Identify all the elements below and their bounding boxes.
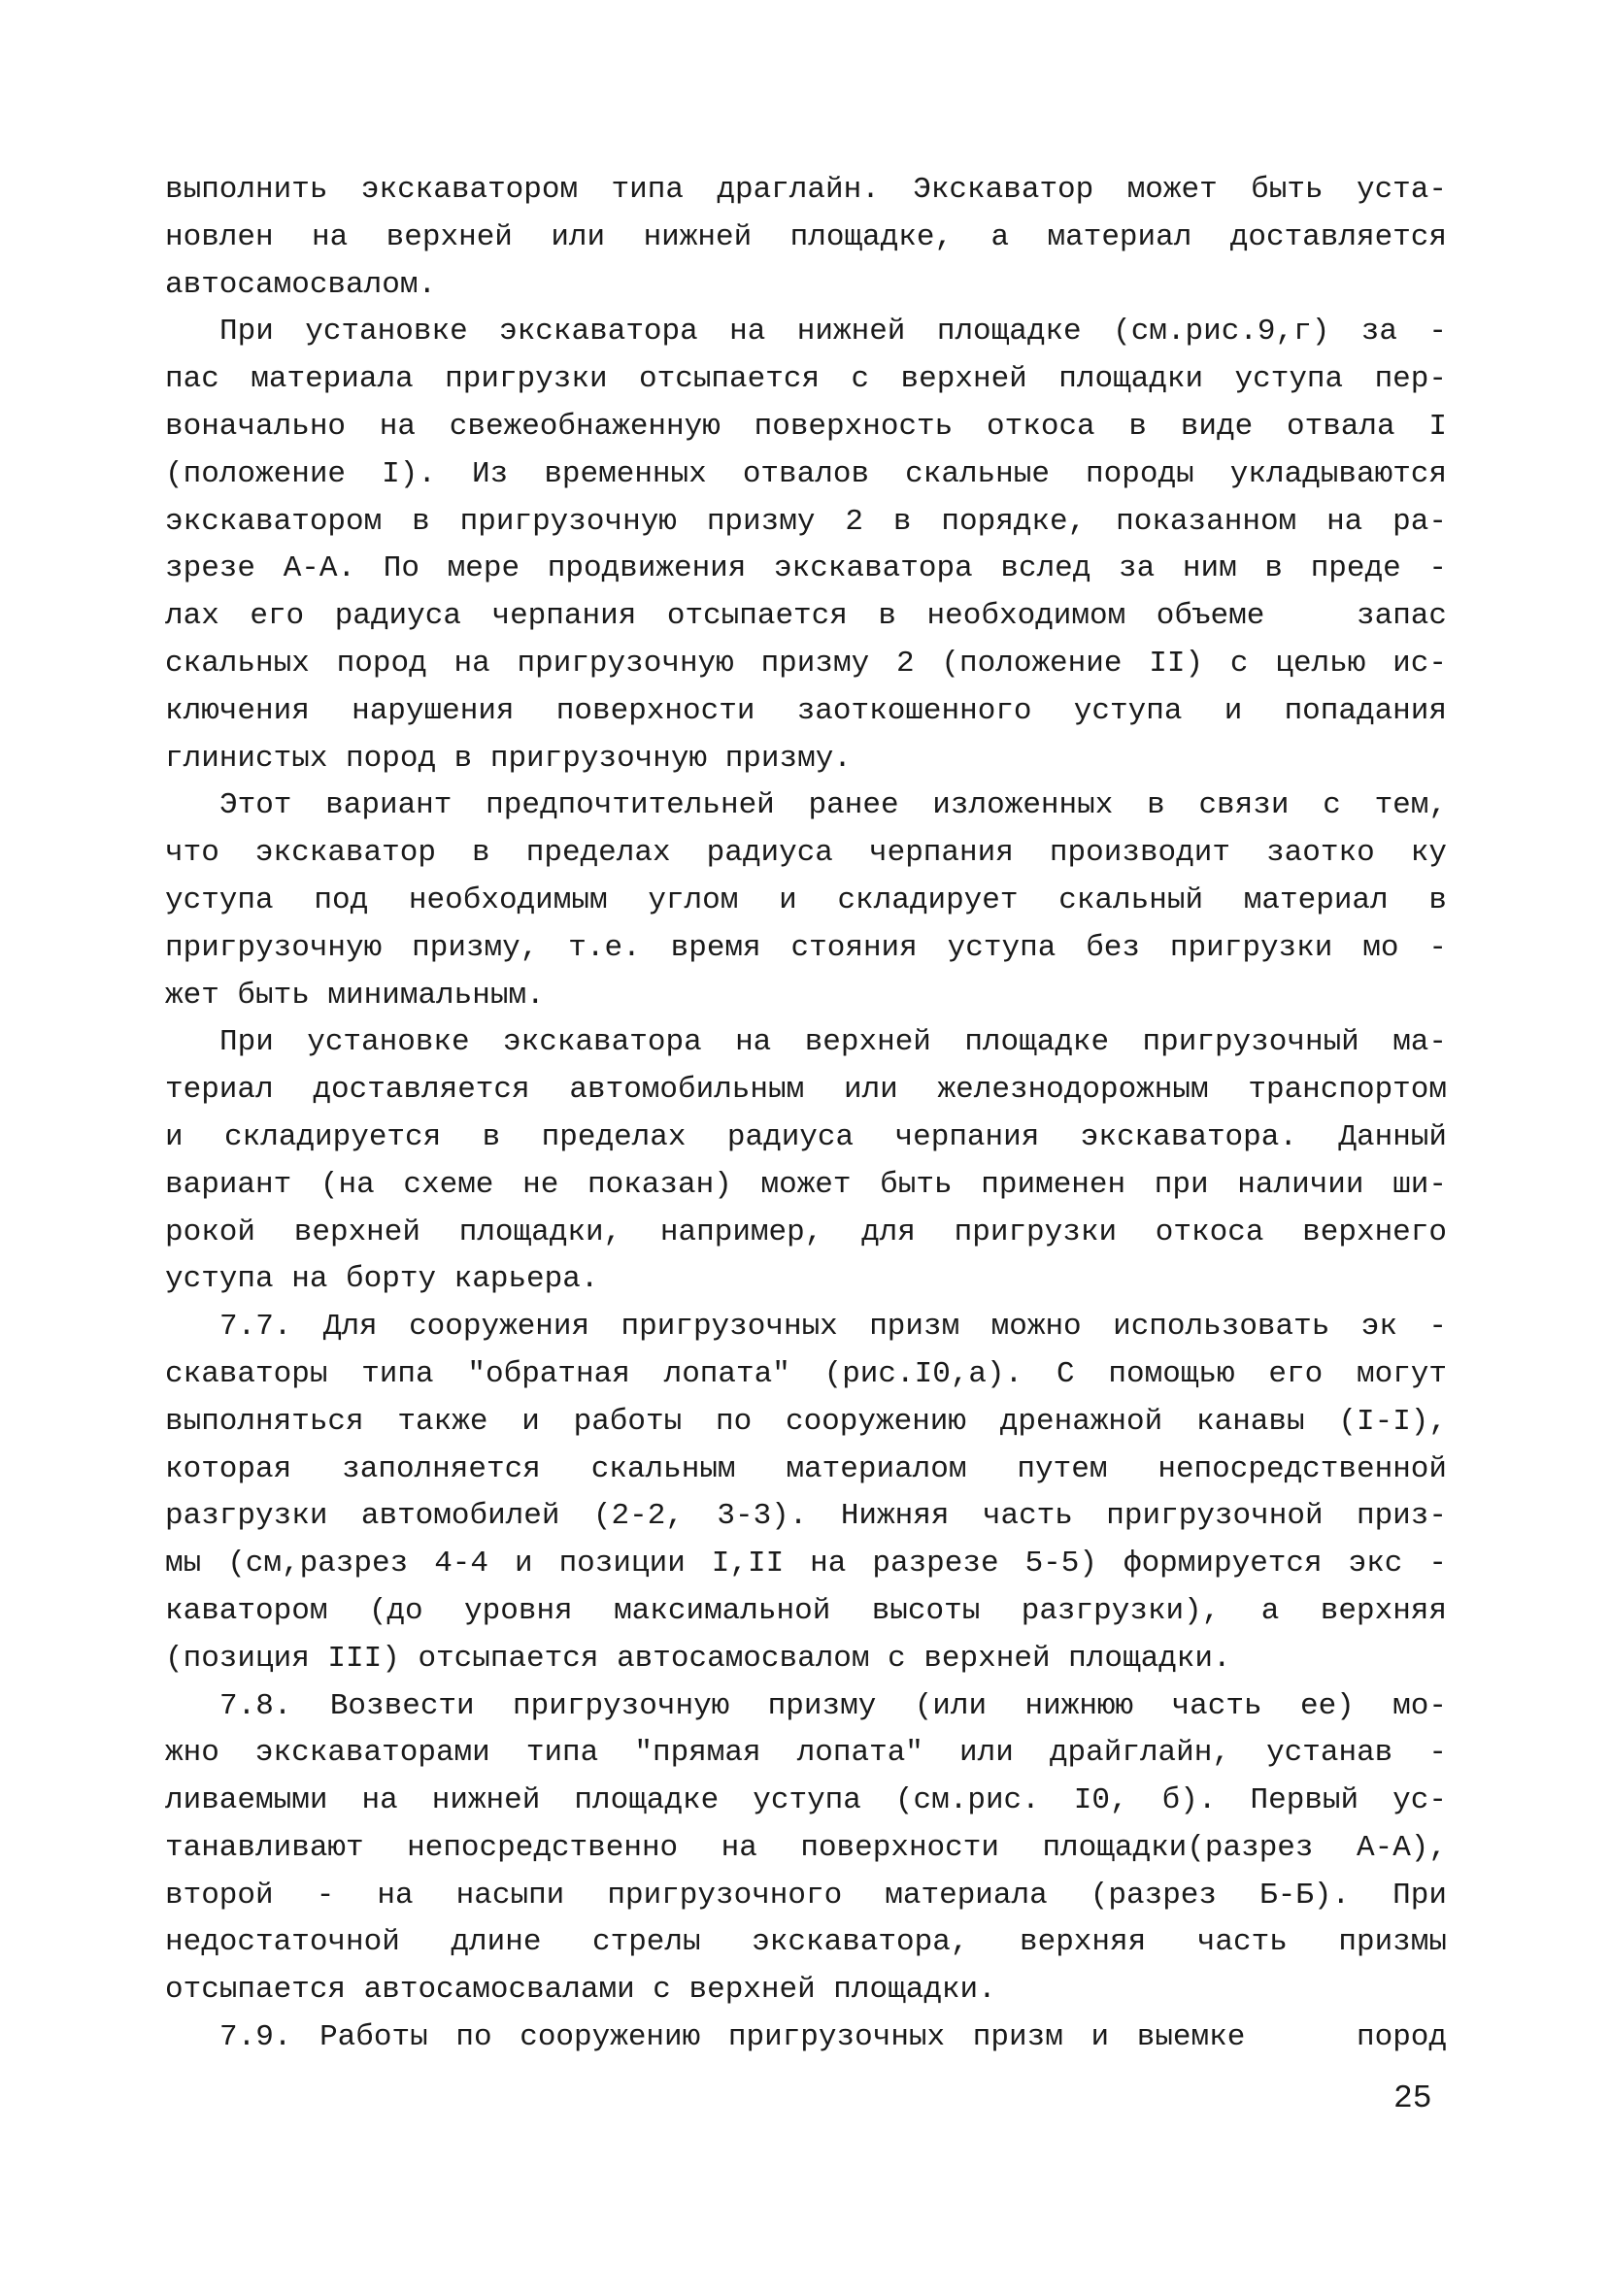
text-line: каватором (до уровня максимальной высоты разгрузки), а верхняя xyxy=(165,1593,1447,1628)
text-line: ливаемыми на нижней площадке уступа (см.рис. I0, б). Первый ус- xyxy=(165,1783,1447,1818)
paragraph xyxy=(165,1683,1447,2015)
text-line: которая заполняется скальным материалом путем непосредственной xyxy=(165,1451,1447,1486)
text-line: танавливают непосредственно на поверхности площадки(разрез А-А), xyxy=(165,1830,1447,1865)
text-line: и складируется в пределах радиуса черпания экскаватора. Данный xyxy=(165,1119,1447,1154)
text-line: пас материала пригрузки отсыпается с верхней площадки уступа пер- xyxy=(165,362,1447,397)
text-line: выполнить экскаватором типа драглайн. Экскаватор может быть уста- xyxy=(165,173,1447,207)
text-line: 7.7. Для сооружения пригрузочных призм можно использовать эк - xyxy=(219,1310,1447,1345)
text-line: рокой верхней площадки, например, для пригрузки откоса верхнего xyxy=(165,1215,1447,1249)
text-line: уступа под необходимым углом и складирует скальный материал в xyxy=(165,882,1447,917)
text-line: скальных пород на пригрузочную призму 2 (положение II) с целью ис- xyxy=(165,646,1447,681)
text-line: 7.9. Работы по сооружению пригрузочных призм и выемке пород xyxy=(219,2020,1447,2055)
text-line: воначально на свежеобнаженную поверхность откоса в виде отвала I xyxy=(165,409,1447,444)
text-line: что экскаватор в пределах радиуса черпания производит заотко ку xyxy=(165,836,1447,871)
text-line: пригрузочную призму, т.е. время стояния уступа без пригрузки мо - xyxy=(165,930,1447,965)
text-line: жет быть минимальным. xyxy=(165,978,545,1013)
text-line: автосамосвалом. xyxy=(165,267,437,302)
paragraph xyxy=(165,1304,1447,1682)
text-line: отсыпается автосамосвалами с верхней площадки. xyxy=(165,1973,996,2008)
text-line: териал доставляется автомобильным или железнодорожным транспортом xyxy=(165,1073,1447,1108)
text-line: лах его радиуса черпания отсыпается в необходимом объеме запас xyxy=(165,599,1447,634)
paragraph xyxy=(165,309,1447,782)
text-line: При установке экскаватора на нижней площадке (см.рис.9,г) за - xyxy=(219,315,1447,349)
text-line: Этот вариант предпочтительней ранее изложенных в связи с тем, xyxy=(219,788,1447,823)
text-line: (положение I). Из временных отвалов скальные породы укладываются xyxy=(165,456,1447,491)
text-line: скаваторы типа "обратная лопата" (рис.I0,а). С помощью его могут xyxy=(165,1356,1447,1391)
document-body xyxy=(165,167,1447,2062)
page-number: 25 xyxy=(1393,2080,1432,2116)
text-line: ключения нарушения поверхности заоткошенного уступа и попадания xyxy=(165,693,1447,728)
text-line: недостаточной длине стрелы экскаватора, верхняя часть призмы xyxy=(165,1925,1447,1960)
paragraph xyxy=(165,1019,1447,1304)
text-line: экскаватором в пригрузочную призму 2 в порядке, показанном на ра- xyxy=(165,504,1447,539)
paragraph xyxy=(165,2014,1447,2062)
text-line: зрезе А-А. По мере продвижения экскаватора вслед за ним в преде - xyxy=(165,551,1447,586)
text-line: 7.8. Возвести пригрузочную призму (или нижнюю часть ее) мо- xyxy=(219,1688,1447,1723)
text-line: разгрузки автомобилей (2-2, 3-3). Нижняя часть пригрузочной приз- xyxy=(165,1499,1447,1534)
text-line: второй - на насыпи пригрузочного материала (разрез Б-Б). При xyxy=(165,1878,1447,1913)
text-line: глинистых пород в пригрузочную призму. xyxy=(165,741,852,776)
paragraph xyxy=(165,782,1447,1019)
text-line: мы (см,разрез 4-4 и позиции I,II на разрезе 5-5) формируется экс - xyxy=(165,1547,1447,1581)
text-line: вариант (на схеме не показан) может быть применен при наличии ши- xyxy=(165,1167,1447,1202)
text-line: новлен на верхней или нижней площадке, а материал доставляется xyxy=(165,219,1447,254)
text-line: При установке экскаватора на верхней площадке пригрузочный ма- xyxy=(219,1025,1447,1060)
paragraph xyxy=(165,167,1447,309)
text-line: уступа на борту карьера. xyxy=(165,1262,599,1297)
text-line: (позиция III) отсыпается автосамосвалом с верхней площадки. xyxy=(165,1641,1231,1676)
text-line: выполняться также и работы по сооружению дренажной канавы (I-I), xyxy=(165,1404,1447,1439)
text-line: жно экскаваторами типа "прямая лопата" или драйглайн, устанав - xyxy=(165,1736,1447,1771)
